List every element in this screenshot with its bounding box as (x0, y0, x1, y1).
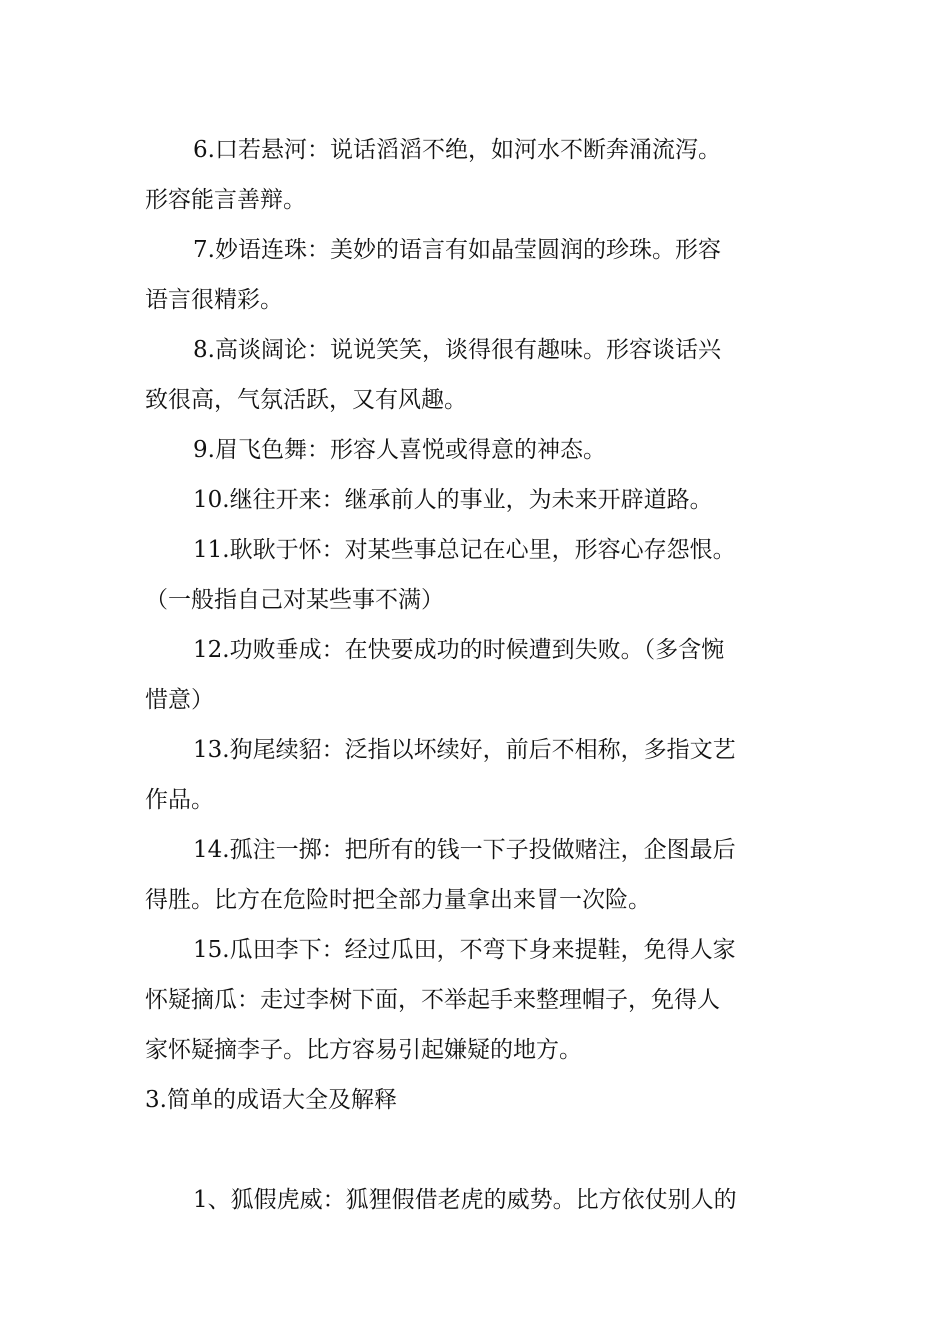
paragraph-14: 14.孤注一掷：把所有的钱一下子投做赌注，企图最后 得胜。比方在危险时把全部力量拿出来冒一次险。 (145, 837, 736, 913)
paragraph-8: 8.高谈阔论：说说笑笑，谈得很有趣味。形容谈话兴 致很高，气氛活跃，又有风趣。 (145, 337, 721, 413)
paragraph-9: 9.眉飞色舞：形容人喜悦或得意的神态。 (193, 437, 606, 463)
section-heading: 3.简单的成语大全及解释 (145, 1087, 397, 1113)
paragraph-13: 13.狗尾续貂：泛指以坏续好，前后不相称，多指文艺 作品。 (145, 737, 736, 813)
paragraph-7: 7.妙语连珠：美妙的语言有如晶莹圆润的珍珠。形容 语言很精彩。 (145, 237, 721, 313)
paragraph-10: 10.继往开来：继承前人的事业，为未来开辟道路。 (193, 487, 713, 513)
paragraph-1: 1、狐假虎威：狐狸假借老虎的威势。比方依仗别人的 (193, 1187, 737, 1213)
paragraph-6: 6.口若悬河：说话滔滔不绝，如河水不断奔涌流泻。 形容能言善辩。 (145, 137, 721, 213)
document-body (145, 125, 815, 1225)
paragraph-12: 12.功败垂成：在快要成功的时候遭到失败。（多含惋 惜意） (145, 637, 725, 713)
blank-line (145, 1125, 815, 1175)
paragraph-15: 15.瓜田李下：经过瓜田，不弯下身来提鞋，免得人家 怀疑摘瓜：走过李树下面，不举起手来整理帽子，免得人 家怀疑摘李子。比方容易引起嫌疑的地方。 (145, 937, 736, 1063)
paragraph-11: 11.耿耿于怀：对某些事总记在心里，形容心存怨恨。 （一般指自己对某些事不满） (145, 537, 736, 613)
